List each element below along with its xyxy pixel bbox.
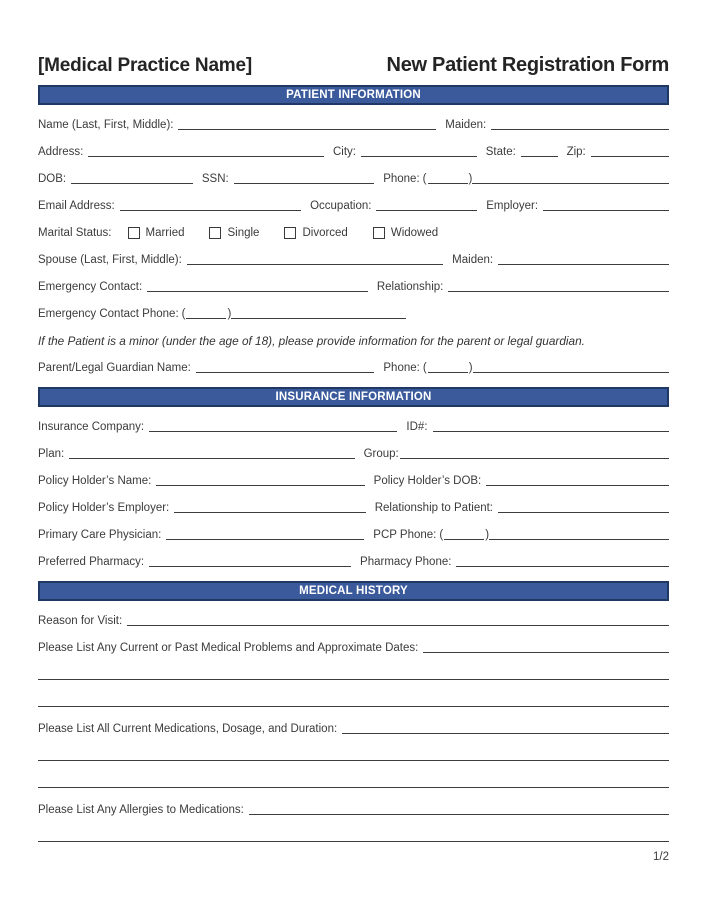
insurance-information-section xyxy=(38,387,669,569)
group-input-line[interactable] xyxy=(400,448,669,459)
employer-label: Employer: xyxy=(486,200,539,212)
occupation-label: Occupation: xyxy=(310,200,372,212)
policy-holder-dob-input-line[interactable] xyxy=(486,475,669,486)
pcp-phone-paren-open: ( xyxy=(439,529,444,541)
spouse-input-line[interactable] xyxy=(187,254,443,265)
reason-for-visit-input-line[interactable] xyxy=(127,615,669,626)
blank-line-row xyxy=(38,736,669,763)
relationship-to-patient-label: Relationship to Patient: xyxy=(374,502,494,514)
medical-problems-input-line[interactable] xyxy=(423,642,669,653)
pcp-phone-areacode-line[interactable] xyxy=(444,529,484,540)
group-label: Group: xyxy=(363,448,399,460)
state-label: State: xyxy=(485,146,516,158)
policy-holder-name-label: Policy Holder’s Name: xyxy=(38,475,152,487)
field-row-dob-ssn-phone xyxy=(38,159,669,186)
emergency-phone-input-line[interactable] xyxy=(231,308,406,319)
insurance-company-input-line[interactable] xyxy=(149,421,397,432)
blank-line-row xyxy=(38,763,669,790)
policy-holder-employer-label: Policy Holder’s Employer: xyxy=(38,502,170,514)
emergency-contact-input-line[interactable] xyxy=(147,281,368,292)
email-input-line[interactable] xyxy=(120,200,301,211)
guardian-phone-paren-close: ) xyxy=(468,362,473,374)
patient-information-section xyxy=(38,85,669,375)
field-row-emergency-contact xyxy=(38,267,669,294)
maiden-input-line[interactable] xyxy=(491,119,669,130)
field-row-marital-status xyxy=(38,213,669,240)
form-title: New Patient Registration Form xyxy=(386,54,669,76)
practice-name: [Medical Practice Name] xyxy=(38,55,252,76)
emergency-phone-paren-open: ( xyxy=(181,308,186,320)
address-input-line[interactable] xyxy=(88,146,324,157)
field-row-policy-holder-name xyxy=(38,461,669,488)
guardian-phone-input-line[interactable] xyxy=(473,362,669,373)
minor-note: If the Patient is a minor (under the age of 18), please provide information for the parent or legal guardian. xyxy=(38,334,585,348)
insurance-company-label: Insurance Company: xyxy=(38,421,145,433)
phone-input-line[interactable] xyxy=(472,173,669,184)
field-row-address xyxy=(38,132,669,159)
marital-option-divorced xyxy=(284,226,347,240)
phone-label: Phone: xyxy=(383,173,420,185)
checkbox-married[interactable] xyxy=(128,227,140,239)
current-medications-label: Please List All Current Medications, Dosage, and Duration: xyxy=(38,723,338,735)
ssn-input-line[interactable] xyxy=(234,173,374,184)
phone-areacode-line[interactable] xyxy=(428,173,468,184)
phone-paren-open: ( xyxy=(422,173,427,185)
plan-input-line[interactable] xyxy=(69,448,354,459)
marital-option-widowed xyxy=(373,226,438,240)
zip-input-line[interactable] xyxy=(591,146,669,157)
field-row-policy-holder-employer xyxy=(38,488,669,515)
field-row-reason-for-visit xyxy=(38,601,669,628)
allergies-label: Please List Any Allergies to Medications: xyxy=(38,804,244,816)
field-row-primary-care-physician xyxy=(38,515,669,542)
emergency-contact-label: Emergency Contact: xyxy=(38,281,143,293)
name-label: Name (Last, First, Middle): xyxy=(38,119,174,131)
phone-paren-close: ) xyxy=(468,173,473,185)
insurance-information-header: INSURANCE INFORMATION xyxy=(38,387,669,407)
reason-for-visit-label: Reason for Visit: xyxy=(38,615,123,627)
guardian-name-label: Parent/Legal Guardian Name: xyxy=(38,362,191,374)
dob-input-line[interactable] xyxy=(71,173,193,184)
policy-holder-employer-input-line[interactable] xyxy=(174,502,366,513)
maiden-label: Maiden: xyxy=(445,119,487,131)
field-row-current-medications xyxy=(38,709,669,736)
medical-problems-extra-line-1[interactable] xyxy=(38,669,669,680)
emergency-phone-label: Emergency Contact Phone: xyxy=(38,308,179,320)
preferred-pharmacy-label: Preferred Pharmacy: xyxy=(38,556,145,568)
state-input-line[interactable] xyxy=(521,146,558,157)
checkbox-widowed-label: Widowed xyxy=(390,227,439,239)
field-row-spouse xyxy=(38,240,669,267)
email-label: Email Address: xyxy=(38,200,115,212)
field-row-medical-problems xyxy=(38,628,669,655)
policy-holder-dob-label: Policy Holder’s DOB: xyxy=(373,475,482,487)
blank-line-row xyxy=(38,817,669,844)
insurance-id-input-line[interactable] xyxy=(433,421,669,432)
page-number: 1/2 xyxy=(653,851,669,863)
primary-care-physician-input-line[interactable] xyxy=(166,529,364,540)
current-medications-extra-line-1[interactable] xyxy=(38,750,669,761)
current-medications-input-line[interactable] xyxy=(342,723,669,734)
medical-history-header: MEDICAL HISTORY xyxy=(38,581,669,601)
medical-problems-extra-line-2[interactable] xyxy=(38,696,669,707)
blank-line-row xyxy=(38,682,669,709)
field-row-plan-group xyxy=(38,434,669,461)
blank-line-row xyxy=(38,655,669,682)
zip-label: Zip: xyxy=(566,146,586,158)
field-row-email xyxy=(38,186,669,213)
checkbox-widowed[interactable] xyxy=(373,227,385,239)
checkbox-divorced[interactable] xyxy=(284,227,296,239)
patient-information-header: PATIENT INFORMATION xyxy=(38,85,669,105)
field-row-emergency-phone xyxy=(38,294,669,321)
checkbox-divorced-label: Divorced xyxy=(302,227,348,239)
field-row-name xyxy=(38,105,669,132)
pharmacy-phone-input-line[interactable] xyxy=(456,556,669,567)
employer-input-line[interactable] xyxy=(543,200,669,211)
masthead xyxy=(38,54,669,77)
checkbox-married-label: Married xyxy=(145,227,185,239)
allergies-input-line[interactable] xyxy=(249,804,669,815)
occupation-input-line[interactable] xyxy=(376,200,477,211)
policy-holder-name-input-line[interactable] xyxy=(156,475,364,486)
marital-status-label: Marital Status: xyxy=(38,227,112,239)
pcp-phone-paren-close: ) xyxy=(485,529,490,541)
marital-option-married xyxy=(128,226,185,240)
emergency-phone-areacode-line[interactable] xyxy=(186,308,226,319)
field-row-allergies xyxy=(38,790,669,817)
relationship-label: Relationship: xyxy=(376,281,444,293)
address-label: Address: xyxy=(38,146,84,158)
spouse-label: Spouse (Last, First, Middle): xyxy=(38,254,182,266)
spouse-maiden-label: Maiden: xyxy=(452,254,494,266)
form-content xyxy=(38,54,669,863)
field-row-preferred-pharmacy xyxy=(38,542,669,569)
primary-care-physician-label: Primary Care Physician: xyxy=(38,529,162,541)
field-row-guardian xyxy=(38,348,669,375)
city-label: City: xyxy=(332,146,356,158)
medical-history-section xyxy=(38,581,669,844)
guardian-phone-paren-open: ( xyxy=(422,362,427,374)
checkbox-single[interactable] xyxy=(209,227,221,239)
preferred-pharmacy-input-line[interactable] xyxy=(149,556,351,567)
field-row-insurance-company xyxy=(38,407,669,434)
dob-label: DOB: xyxy=(38,173,67,185)
current-medications-extra-line-2[interactable] xyxy=(38,777,669,788)
spouse-maiden-input-line[interactable] xyxy=(498,254,669,265)
guardian-phone-label: Phone: xyxy=(383,362,420,374)
pcp-phone-label: PCP Phone: xyxy=(373,529,437,541)
medical-problems-label: Please List Any Current or Past Medical Problems and Approximate Dates: xyxy=(38,642,419,654)
insurance-id-label: ID#: xyxy=(406,421,428,433)
marital-option-single xyxy=(209,226,259,240)
checkbox-single-label: Single xyxy=(227,227,260,239)
relationship-to-patient-input-line[interactable] xyxy=(498,502,669,513)
plan-label: Plan: xyxy=(38,448,65,460)
pharmacy-phone-label: Pharmacy Phone: xyxy=(360,556,452,568)
name-input-line[interactable] xyxy=(178,119,436,130)
pcp-phone-input-line[interactable] xyxy=(489,529,669,540)
relationship-input-line[interactable] xyxy=(448,281,669,292)
emergency-phone-paren-close: ) xyxy=(227,308,232,320)
guardian-name-input-line[interactable] xyxy=(196,362,375,373)
ssn-label: SSN: xyxy=(201,173,229,185)
city-input-line[interactable] xyxy=(361,146,477,157)
allergies-extra-line-1[interactable] xyxy=(38,831,669,842)
minor-note-row xyxy=(38,321,669,348)
guardian-phone-areacode-line[interactable] xyxy=(428,362,468,373)
